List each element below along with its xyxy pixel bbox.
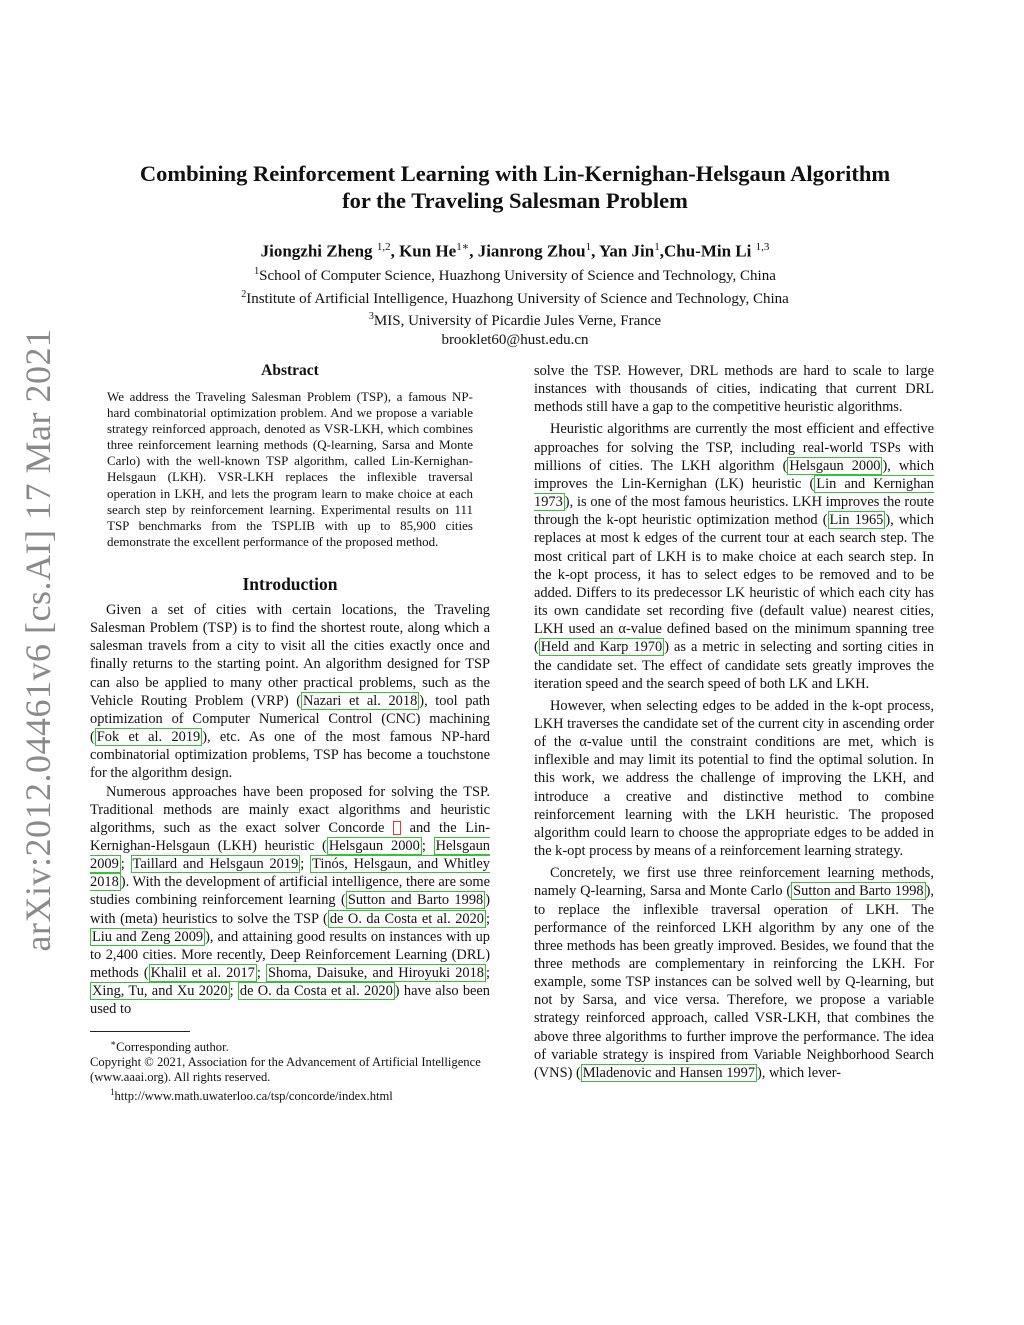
text-run: and the Lin-Kernighan-Helsgaun (LKH) heuristic ( <box>90 819 490 854</box>
author-1: Jiongzhi Zheng <box>260 241 373 261</box>
abstract-heading: Abstract <box>261 362 319 379</box>
text-run: ; <box>421 837 434 854</box>
arxiv-identifier <box>10 328 66 952</box>
intro-paragraph-3: solve the TSP. However, DRL methods are hard to scale to large instances with thousands of cities, indicating that current DRL methods still have a gap to the competitive heuristic algorithms. <box>534 363 934 416</box>
text-run: Heuristic algorithms are currently the most efficient and effective approaches for solving the TSP, including real-world TSPs with millions of cities. The LKH algorithm ( <box>534 421 934 474</box>
footnote-url-link[interactable]: http://www.math.uwaterloo.ca/tsp/concorde/index.html <box>114 1088 393 1103</box>
text-run: ), to replace the inflexible traversal operation of LKH. The performance of the reinforced LKH algorithm by any one of the three methods has been greatly improved. Besides, we found that the three methods are complementary in reinforcing the LKH. For example, some TSP instances can be solved well by Q-learning, but not by Sarsa, and vice versa. Therefore, we propose a variable strategy reinforced approach, called VSR-LKH, that combines the above three algorithms to further improve the performance. The idea of variable strategy is inspired from Variable Neighborhood Search (VNS) ( <box>534 883 934 1081</box>
author-3: , Jianrong Zhou <box>469 241 586 261</box>
citation-link[interactable]: Khalil et al. 2017 <box>150 965 255 982</box>
footnote-url <box>90 1085 490 1104</box>
citation-link[interactable]: Nazari et al. 2018 <box>303 692 418 709</box>
author-list <box>90 236 940 263</box>
affiliation-2-sup: 2 <box>241 288 247 300</box>
text-run: ) as a metric in selecting and sorting cities in the candidate set. The effect of candidate sets greatly improves the iteration speed and the search speed of both LK and LKH. <box>534 639 935 692</box>
author-5-sup: 1,3 <box>755 241 770 253</box>
author-4-sup: 1 <box>654 241 660 253</box>
author-2-sup: 1∗ <box>456 241 470 253</box>
footnote-link[interactable] <box>393 821 401 835</box>
citation-link[interactable]: Shoma, Daisuke, and Hiroyuki 2018 <box>267 965 484 982</box>
citation-link[interactable]: Sutton and Barto 1998 <box>347 892 484 909</box>
text-run: ), tool path optimization of Computer Numerical Control (CNC) machining ( <box>90 692 491 746</box>
text-run: ; <box>229 983 238 1000</box>
affiliation-1-text: School of Computer Science, Huazhong University of Science and Technology, China <box>259 268 776 284</box>
arxiv-id-text: arXiv:2012.04461v6 [cs.AI] 17 Mar 2021 <box>18 328 58 952</box>
intro-paragraph-5: However, when selecting edges to be added in the k-opt process, LKH traverses the candidate set of the current city in ascending order of the α-value until the constraint conditions are met, which is inflexible and may limit its potential to find the optimal solution. In this work, we address the challenge of improving the LKH, and introduce a creative and distinctive method to combine reinforcement learning with the LKH heuristic. The proposed algorithm could learn to choose the appropriate edges to be added in the k-opt process by means of a reinforcement learning strategy. <box>534 697 934 860</box>
text-run: ), which lever- <box>757 1064 842 1081</box>
footnote-corresponding-text: Corresponding author. <box>116 1039 229 1054</box>
left-column <box>90 362 490 1104</box>
text-run: ; <box>300 856 311 873</box>
affiliation-1-sup: 1 <box>254 266 260 277</box>
text-run: ; <box>486 965 490 982</box>
footnote-divider <box>90 1031 190 1032</box>
abstract-text: We address the Traveling Salesman Problem (TSP), a famous NP-hard combinatorial optimization problem. And we propose a variable strategy reinforced approach, denoted as VSR-LKH, which combines three reinforcement learning methods (Q-learning, Sarsa and Monte Carlo) with the well-known TSP algorithm, called Lin-Kernighan-Helsgaun (LKH). VSR-LKH replaces the inflexible traversal operation in LKH, and lets the program learn to make choice at each search step by reinforcement learning. Experimental results on 111 TSP benchmarks from the TSPLIB with up to 85,900 cities demonstrate the excellent performance of the proposed method. <box>107 389 473 549</box>
intro-paragraph-2 <box>90 783 490 1019</box>
citation-link[interactable]: Lin 1965 <box>829 512 884 529</box>
citation-link[interactable]: Lin and Kernighan 1973 <box>534 475 934 511</box>
citation-link[interactable]: Liu and Zeng 2009 <box>92 928 204 945</box>
footnote-url-mark: 1 <box>110 1086 115 1097</box>
affiliation-2 <box>90 286 940 309</box>
text-run: ; <box>120 856 131 873</box>
citation-link[interactable]: Helsgaun 2000 <box>328 837 420 854</box>
text-run: Given a set of cities with certain locations, the Traveling Salesman Problem (TSP) is to find the shortest route, along which a salesman travels from a city to visit all the cities exactly once and finally returns to the starting point. An algorithm designed for TSP can also be applied to many other practical problems, such as the Vehicle Routing Problem (VRP) ( <box>90 601 490 709</box>
text-run: ), and attaining good results on instances with up to 2,400 cities. More recently, Deep Reinforcement Learning (DRL) methods ( <box>90 928 490 982</box>
text-run: Concretely, we first use three reinforcement learning methods, namely Q-learning, Sarsa and Monte Carlo ( <box>534 865 934 900</box>
affiliation-3-text: MIS, University of Picardie Jules Verne, France <box>373 313 662 329</box>
footnote-corresponding <box>90 1036 490 1055</box>
text-run: ), which improves the Lin-Kernighan (LK) heuristic ( <box>534 457 935 492</box>
intro-paragraph-4 <box>534 420 934 692</box>
author-5: ,Chu-Min Li <box>659 241 752 261</box>
text-run: ) have also been used to <box>90 983 490 1018</box>
text-run: ) with (meta) heuristics to solve the TSP ( <box>90 892 491 927</box>
citation-link[interactable]: Held and Karp 1970 <box>540 639 663 656</box>
footnote-star: ∗ <box>110 1037 117 1048</box>
text-run: ). With the development of artificial intelligence, there are some studies combining reinforcement learning ( <box>90 874 490 909</box>
author-3-sup: 1 <box>585 241 592 253</box>
citation-link[interactable]: de O. da Costa et al. 2020 <box>239 983 393 1000</box>
author-2: , Kun He <box>390 241 457 261</box>
affiliation-2-text: Institute of Artificial Intelligence, Huazhong University of Science and Technology, China <box>246 290 789 307</box>
author-email: brooklet60@hust.edu.cn <box>441 331 589 348</box>
citation-link[interactable]: Helsgaun 2009 <box>90 837 490 873</box>
text-run: ; <box>486 910 490 927</box>
citation-link[interactable]: Taillard and Helsgaun 2019 <box>132 856 299 873</box>
affiliation-1 <box>90 263 940 286</box>
title-line-1: Combining Reinforcement Learning with Lin-Kernighan-Helsgaun Algorithm <box>139 161 891 186</box>
affiliation-3 <box>90 308 940 331</box>
citation-link[interactable]: Sutton and Barto 1998 <box>793 883 924 900</box>
text-run: ), etc. As one of the most famous NP-hard combinatorial optimization problems, TSP has become a touchstone for the algorithm design. <box>90 729 490 782</box>
citation-link[interactable]: Tinós, Helsgaun, and Whitley 2018 <box>90 856 490 891</box>
paper-title <box>90 160 940 214</box>
copyright-notice: Copyright © 2021, Association for the Advancement of Artificial Intelligence (www.aaai.org). All rights reserved. <box>90 1054 481 1084</box>
introduction-heading: Introduction <box>242 573 338 594</box>
author-1-sup: 1,2 <box>376 241 391 253</box>
affiliation-3-sup: 3 <box>368 311 374 322</box>
author-4: , Yan Jin <box>591 241 655 261</box>
text-run: ), which replaces at most k edges of the current tour at each search step. The most critical part of LKH is to make choice at each search step. In the k-opt process, it has to select edges to be removed and to be added. Differs to its predecessor LK heuristic of which each city has its own candidate set recording five (default value) nearest cities, LKH used an α-value defined based on the minimum spanning tree ( <box>534 512 935 656</box>
citation-link[interactable]: Helsgaun 2000 <box>789 457 881 474</box>
text-run: ; <box>256 965 266 982</box>
right-column <box>534 362 934 1082</box>
text-run: Numerous approaches have been proposed for solving the TSP. Traditional methods are mainly exact algorithms and heuristic algorithms, such as the exact solver Concorde <box>90 783 490 836</box>
title-line-2: for the Traveling Salesman Problem <box>342 188 688 213</box>
text-run: ), is one of the most famous heuristics. LKH improves the route through the k-opt heuristic optimization method ( <box>534 494 934 529</box>
affiliations <box>90 263 940 349</box>
citation-link[interactable]: Fok et al. 2019 <box>96 729 201 746</box>
citation-link[interactable]: de O. da Costa et al. 2020 <box>329 910 484 927</box>
intro-paragraph-6 <box>534 864 934 1082</box>
citation-link[interactable]: Mladenovic and Hansen 1997 <box>582 1064 756 1081</box>
citation-link[interactable]: Xing, Tu, and Xu 2020 <box>92 983 228 1000</box>
intro-paragraph-1 <box>90 601 490 783</box>
